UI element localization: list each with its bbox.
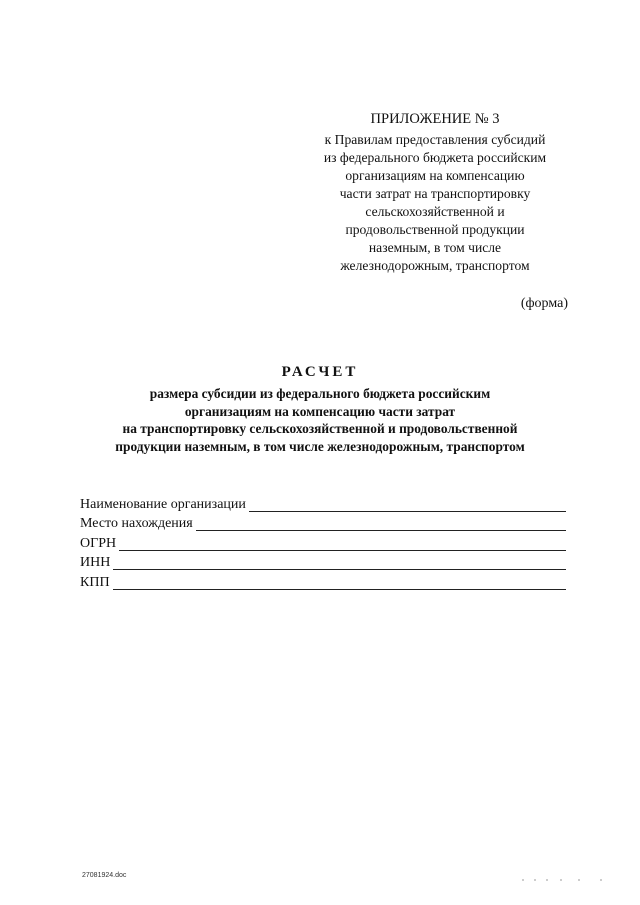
appendix-heading: ПРИЛОЖЕНИЕ № 3 [370,111,500,127]
appendix-block [300,110,570,275]
field-label: Место нахождения [80,516,193,531]
field-kpp [80,572,566,592]
ogrn-input[interactable] [119,536,566,551]
location-input[interactable] [196,516,566,531]
field-label: ОГРН [80,535,117,551]
organization-name-input[interactable] [249,497,566,512]
appendix-line: организациям на компенсацию [345,168,525,183]
field-label: Наименование организации [80,496,246,512]
appendix-line: части затрат на транспортировку [339,186,531,201]
appendix-line: к Правилам предоставления субсидий [324,132,546,147]
field-inn [80,553,566,573]
field-label: КПП [80,574,110,590]
field-label: ИНН [80,555,111,570]
appendix-line: железнодорожным, транспортом [340,258,530,273]
subtitle-line: на транспортировку сельскохозяйственной и продовольственной [122,421,518,436]
subtitle-line: продукции наземным, в том числе железнодорожным, транспортом [115,438,525,454]
subtitle-line: организациям на компенсацию части затрат [184,403,456,419]
appendix-line: продовольственной продукции [345,222,525,237]
appendix-line: из федерального бюджета российским [323,150,547,165]
scan-artifact [520,876,610,884]
field-location [80,514,566,534]
document-subtitle [60,385,580,455]
document-code: 27081924.doc [82,872,127,879]
kpp-input[interactable] [113,575,566,590]
inn-input[interactable] [113,555,566,570]
subtitle-line: размера субсидии из федерального бюджета российским [149,386,491,401]
field-ogrn [80,533,566,553]
field-organization-name [80,494,566,514]
document-title: РАСЧЕТ [281,364,359,380]
appendix-line: сельскохозяйственной и [365,204,505,219]
appendix-line: наземным, в том числе [368,240,502,255]
form-label: (форма) [520,296,568,311]
organization-fields [80,494,566,592]
